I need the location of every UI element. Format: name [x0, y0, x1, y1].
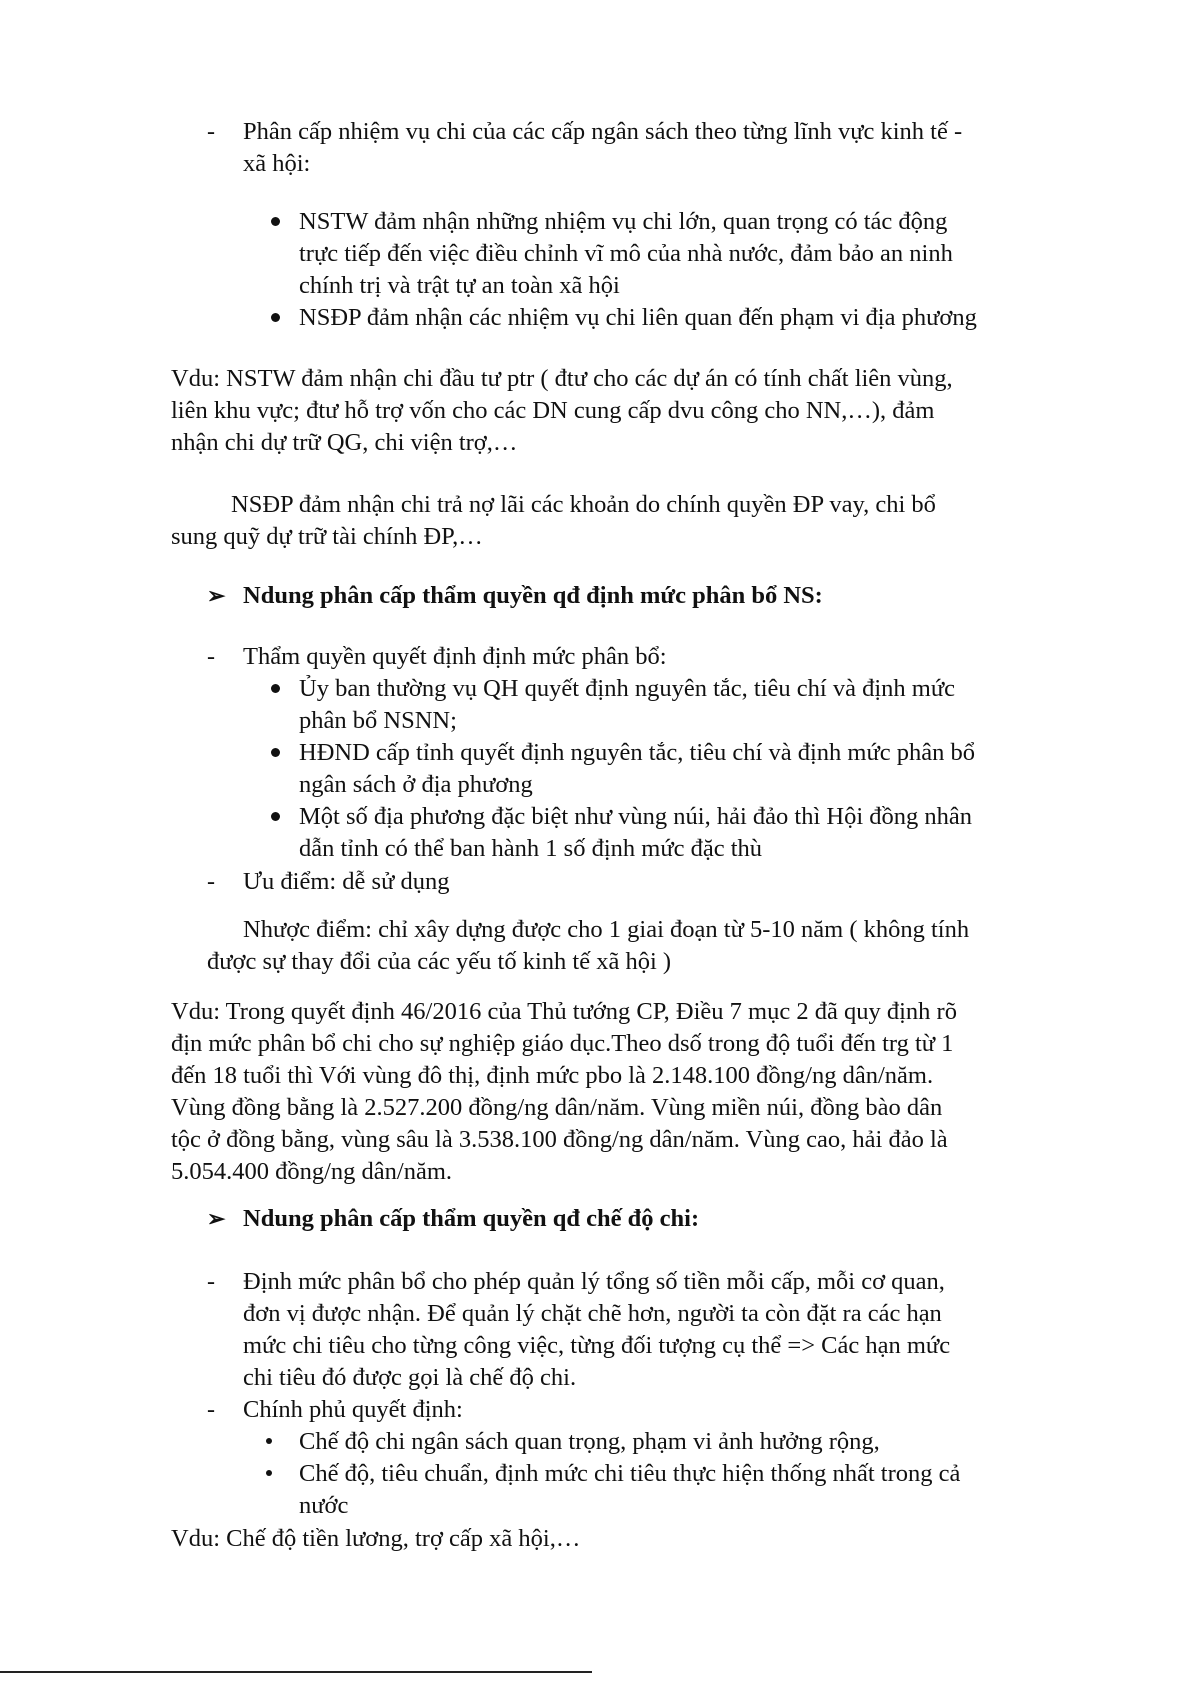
example-text: Vdu: NSTW đảm nhận chi đầu tư ptr ( đtư cho các dự án có tính chất liên vùng, — [171, 365, 953, 392]
bullet-icon — [271, 684, 280, 693]
dash-marker: - — [207, 1269, 215, 1295]
example-text: Vdu: Trong quyết định 46/2016 của Thủ tướng CP, Điều 7 mục 2 đã quy định rõ — [171, 998, 957, 1025]
footer-divider — [0, 1671, 592, 1673]
bullet-text: Chế độ chi ngân sách quan trọng, phạm vi ảnh hưởng rộng, — [299, 1428, 880, 1455]
paragraph-line: Phân cấp nhiệm vụ chi của các cấp ngân sách theo từng lĩnh vực kinh tế - — [243, 118, 963, 145]
paragraph-line: mức chi tiêu cho từng công việc, từng đối tượng cụ thể => Các hạn mức — [243, 1332, 951, 1359]
bullet-text: dẫn tỉnh có thể ban hành 1 số định mức đặc thù — [299, 835, 763, 862]
bullet-text: Chế độ, tiêu chuẩn, định mức chi tiêu thực hiện thống nhất trong cả — [299, 1460, 961, 1487]
paragraph-line: Thẩm quyền quyết định định mức phân bổ: — [243, 643, 667, 670]
example-text: Vdu: Chế độ tiền lương, trợ cấp xã hội,… — [171, 1525, 581, 1552]
dash-marker: - — [207, 644, 215, 670]
example-text: sung quỹ dự trữ tài chính ĐP,… — [171, 523, 483, 550]
bullet-text: nước — [299, 1492, 349, 1519]
paragraph-line: chi tiêu đó được gọi là chế độ chi. — [243, 1364, 577, 1391]
example-text: liên khu vực; đtư hỗ trợ vốn cho các DN cung cấp dvu công cho NN,…), đảm — [171, 397, 935, 424]
example-text: 5.054.400 đồng/ng dân/năm. — [171, 1158, 453, 1185]
paragraph-line: Chính phủ quyết định: — [243, 1396, 463, 1423]
arrow-bullet-icon: ➢ — [207, 583, 226, 608]
paragraph-line: Nhược điểm: chỉ xây dựng được cho 1 giai đoạn từ 5-10 năm ( không tính — [243, 916, 970, 943]
bullet-icon — [266, 1438, 272, 1444]
example-text: địn mức phân bổ chi cho sự nghiệp giáo dục.Theo dsố trong độ tuổi đến trg từ 1 — [171, 1030, 954, 1057]
example-text: đến 18 tuổi thì Với vùng đô thị, định mức pbo là 2.148.100 đồng/ng dân/năm. — [171, 1062, 934, 1089]
section-heading: Ndung phân cấp thẩm quyền qđ chế độ chi: — [243, 1205, 700, 1232]
example-text: nhận chi dự trữ QG, chi viện trợ,… — [171, 429, 518, 456]
dash-marker: - — [207, 119, 215, 145]
bullet-icon — [271, 748, 280, 757]
bullet-text: trực tiếp đến việc điều chỉnh vĩ mô của nhà nước, đảm bảo an ninh — [299, 240, 953, 267]
bullet-text: chính trị và trật tự an toàn xã hội — [299, 272, 620, 299]
dash-marker: - — [207, 1397, 215, 1423]
paragraph-line: xã hội: — [243, 150, 311, 177]
bullet-text: NSTW đảm nhận những nhiệm vụ chi lớn, quan trọng có tác động — [299, 208, 948, 235]
bullet-text: Ủy ban thường vụ QH quyết định nguyên tắc, tiêu chí và định mức — [299, 675, 955, 702]
bullet-icon — [266, 1470, 272, 1476]
bullet-text: HĐND cấp tỉnh quyết định nguyên tắc, tiêu chí và định mức phân bổ — [299, 739, 975, 766]
paragraph-line: được sự thay đổi của các yếu tố kinh tế xã hội ) — [207, 948, 672, 975]
dash-marker: - — [207, 869, 215, 895]
section-heading: Ndung phân cấp thẩm quyền qđ định mức phân bổ NS: — [243, 582, 823, 609]
bullet-icon — [271, 313, 280, 322]
paragraph-line: đơn vị được nhận. Để quản lý chặt chẽ hơn, người ta còn đặt ra các hạn — [243, 1300, 942, 1327]
example-text: NSĐP đảm nhận chi trả nợ lãi các khoản do chính quyền ĐP vay, chi bổ — [231, 491, 936, 518]
bullet-icon — [271, 812, 280, 821]
paragraph-line: Ưu điểm: dễ sử dụng — [243, 868, 450, 895]
bullet-text: phân bổ NSNN; — [299, 707, 457, 734]
example-text: Vùng đồng bằng là 2.527.200 đồng/ng dân/năm. Vùng miền núi, đồng bào dân — [171, 1094, 943, 1121]
bullet-text: Một số địa phương đặc biệt như vùng núi, hải đảo thì Hội đồng nhân — [299, 803, 973, 830]
paragraph-line: Định mức phân bổ cho phép quản lý tổng số tiền mỗi cấp, mỗi cơ quan, — [243, 1268, 945, 1295]
arrow-bullet-icon: ➢ — [207, 1206, 226, 1231]
example-text: tộc ở đồng bằng, vùng sâu là 3.538.100 đồng/ng dân/năm. Vùng cao, hải đảo là — [171, 1126, 948, 1153]
bullet-text: ngân sách ở địa phương — [299, 771, 533, 798]
bullet-icon — [271, 217, 280, 226]
bullet-text: NSĐP đảm nhận các nhiệm vụ chi liên quan đến phạm vi địa phương — [299, 304, 977, 331]
